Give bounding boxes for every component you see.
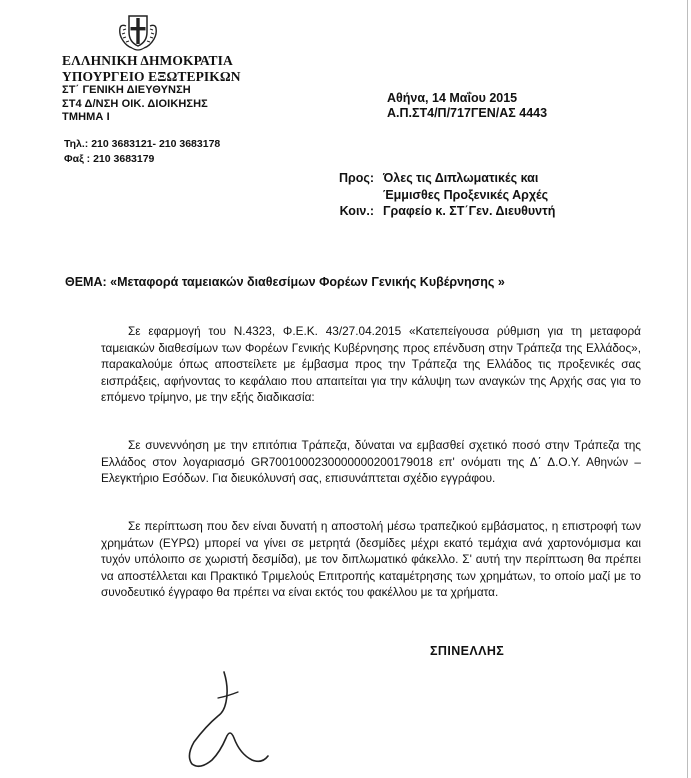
directorate-line: ΣΤ4 Δ/ΝΣΗ ΟΙΚ. ΔΙΟΙΚΗΣΗΣ [62,97,208,110]
issuer-block [62,53,241,125]
protocol-number: Α.Π.ΣΤ4/Π/717ΓΕΝ/ΑΣ 4443 [387,106,548,120]
phone-line: Τηλ.: 210 3683121- 210 3683178 [64,138,221,150]
department-line: ΤΜΗΜΑ Ι [62,111,110,123]
signatory-name: ΣΠΙΝΕΛΛΗΣ [430,644,505,658]
general-directorate-line: ΣΤ΄ ΓΕΝΙΚΗ ΔΙΕΥΘΥΝΣΗ [62,84,191,96]
body-paragraph-1: Σε εφαρμογή του Ν.4323, Φ.Ε.Κ. 43/27.04.2015 «Κατεπείγουσα ρύθμιση για τη μεταφορά ταμειακών διαθεσίμων των Φορέων Γενικής Κυβέρνησης προς επένδυση στην Τράπεζα της Ελλάδος», παρακαλούμε όπως αποστείλετε με έμβασμα προς την Τράπεζα της Ελλάδος τις προξενικές σας εισπράξεις, αφήνοντας το κεφάλαιο που απαιτείται για την κάλυψη των αναγκών της Αρχής σας για το επόμενο τρίμηνο, με την εξής διαδικασία: [101,324,641,405]
cc-label: Κοιν.: [339,204,374,218]
to-row [0,170,691,187]
country-line: ΕΛΛΗΝΙΚΗ ΔΗΜΟΚΡΑΤΙΑ [62,53,233,68]
cc-value: Γραφείο κ. ΣΤ΄Γεν. Διευθυντή [383,204,556,218]
date-protocol-block [387,91,547,121]
contact-block [64,137,220,166]
page-edge-line [687,0,688,778]
fax-line: Φαξ : 210 3683179 [64,152,155,165]
subject-line: ΘΕΜΑ: «Μεταφορά ταμειακών διαθεσίμων Φορέων Γενικής Κυβέρνησης » [65,275,505,289]
greek-coat-of-arms-icon [118,10,158,54]
to-value-line-1: Όλες τις Διπλωματικές και [383,171,539,185]
body-paragraph-2: Σε συνεννόηση με την επιτόπια Τράπεζα, δύναται να εμβασθεί σχετικό ποσό στην Τράπεζα της Ελλάδος στον λογαριασμό GR7001000230000000200179018 επ' ονόματι της Δ΄ Δ.Ο.Υ. Αθηνών – Ελεγκτήριο Εσόδων. Για διευκόλυνσή σας, επισυνάπτεται σχέδιο εγγράφου. [101,438,641,486]
recipients-block [0,170,691,220]
ministry-line: ΥΠΟΥΡΓΕΙΟ ΕΞΩΤΕΡΙΚΩΝ [62,68,241,84]
to-value-line-2: Έμμισθες Προξενικές Αρχές [383,187,549,202]
body-paragraph-3: Σε περίπτωση που δεν είναι δυνατή η αποστολή μέσω τραπεζικού εμβάσματος, η επιστροφή των χρημάτων (ΕΥΡΩ) μπορεί να γίνει σε μετρητά (δεσμίδες μέχρι εκατό τεμάχια ανά χαρτονόμισμα και τυχόν υπόλοιπο σε χωριστή δεσμίδα), με τον διπλωματικό φάκελλο. Σ' αυτή την περίπτωση θα πρέπει να αποστέλλεται και Πρακτικό Τριμελούς Επιτροπής καταμέτρησης των χρημάτων, το οποίο μαζί με το συνοδευτικό έγγραφο θα πρέπει να είναι εκτός του φακέλλου με τα χρήματα. [101,519,641,600]
date-line: Αθήνα, 14 Μαΐου 2015 [387,91,518,105]
cc-row [0,203,691,220]
handwritten-signature-icon [182,668,272,774]
to-row-continued [0,187,691,204]
to-label: Προς: [338,171,374,185]
